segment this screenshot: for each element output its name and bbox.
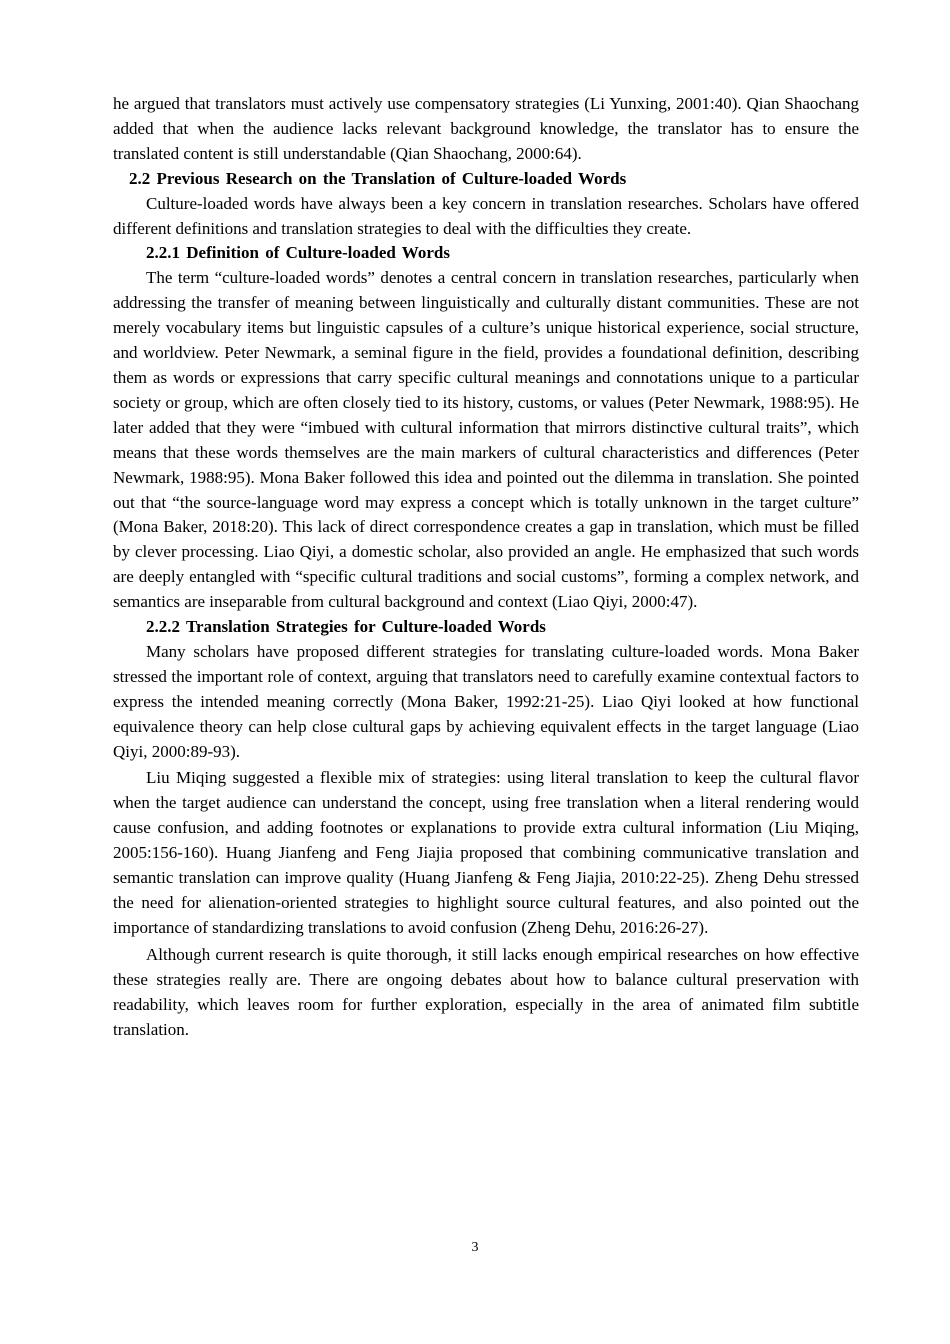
paragraph-definition: The term “culture-loaded words” denotes a central concern in translation researches, particularly when addressing the transfer of meaning between linguistically and culturally distant communities. These are not merely vocabulary items but linguistic capsules of a culture’s unique historical experience, social structure, and worldview. Peter Newmark, a seminal figure in the field, provides a foundational definition, describing them as words or expressions that carry specific cultural meanings and connotations unique to a particular society or group, which are often closely tied to its history, customs, or values (Peter Newmark, 1988:95). He later added that they were “imbued with cultural information that mirrors distinctive cultural traits”, which means that these words themselves are the main markers of cultural characteristics and differences (Peter Newmark, 1988:95). Mona Baker followed this idea and pointed out the dilemma in translation. She pointed out that “the source-language word may express a concept which is totally unknown in the target culture” (Mona Baker, 2018:20). This lack of direct correspondence creates a gap in translation, which must be filled by clever processing. Liao Qiyi, a domestic scholar, also provided an angle. He emphasized that such words are deeply entangled with “specific cultural traditions and social customs”, forming a complex network, and semantics are inseparable from cultural background and context (Liao Qiyi, 2000:47). [113, 268, 859, 612]
section-heading-2-2: 2.2 Previous Research on the Translation of Culture-loaded Words [129, 168, 627, 188]
paragraph-conclusion: Although current research is quite thorough, it still lacks enough empirical researches on how effective these strategies really are. There are ongoing debates about how to balance cultural preservation with readability, which leaves room for further exploration, especially in the area of animated film subtitle translation. [113, 944, 859, 1039]
subsection-heading-2-2-2: 2.2.2 Translation Strategies for Culture-loaded Words [146, 617, 546, 637]
paragraph-liu-miqing: Liu Miqing suggested a flexible mix of strategies: using literal translation to keep the cultural flavor when the target audience can understand the concept, using free translation when a literal rendering would cause confusion, and adding footnotes or explanations to provide extra cultural information (Liu Miqing, 2005:156-160). Huang Jianfeng and Feng Jiajia proposed that combining communicative translation and semantic translation can improve quality (Huang Jianfeng & Feng Jiajia, 2010:22-25). Zheng Dehu stressed the need for alienation-oriented strategies to highlight source cultural features, and also pointed out the importance of standardizing translations to avoid confusion (Zheng Dehu, 2016:26-27). [113, 768, 859, 937]
subsection-heading-2-2-1: 2.2.1 Definition of Culture-loaded Words [146, 243, 450, 263]
page-number: 3 [471, 1240, 479, 1255]
paragraph-strategies: Many scholars have proposed different strategies for translating culture-loaded words. Mona Baker stressed the important role of context, arguing that translators need to carefully examine contextual factors to express the intended meaning correctly (Mona Baker, 1992:21-25). Liao Qiyi looked at how functional equivalence theory can help close cultural gaps by achieving equivalent effects in the target language (Liao Qiyi, 2000:89-93). [113, 641, 859, 761]
paragraph-intro: Culture-loaded words have always been a key concern in translation researches. Scholars have offered different definitions and translation strategies to deal with the difficulties they create. [113, 193, 859, 238]
paragraph-continuation: he argued that translators must actively use compensatory strategies (Li Yunxing, 2001:40). Qian Shaochang added that when the audience lacks relevant background knowledge, the translator has to ensure the translated content is still understandable (Qian Shaochang, 2000:64). [113, 94, 859, 163]
